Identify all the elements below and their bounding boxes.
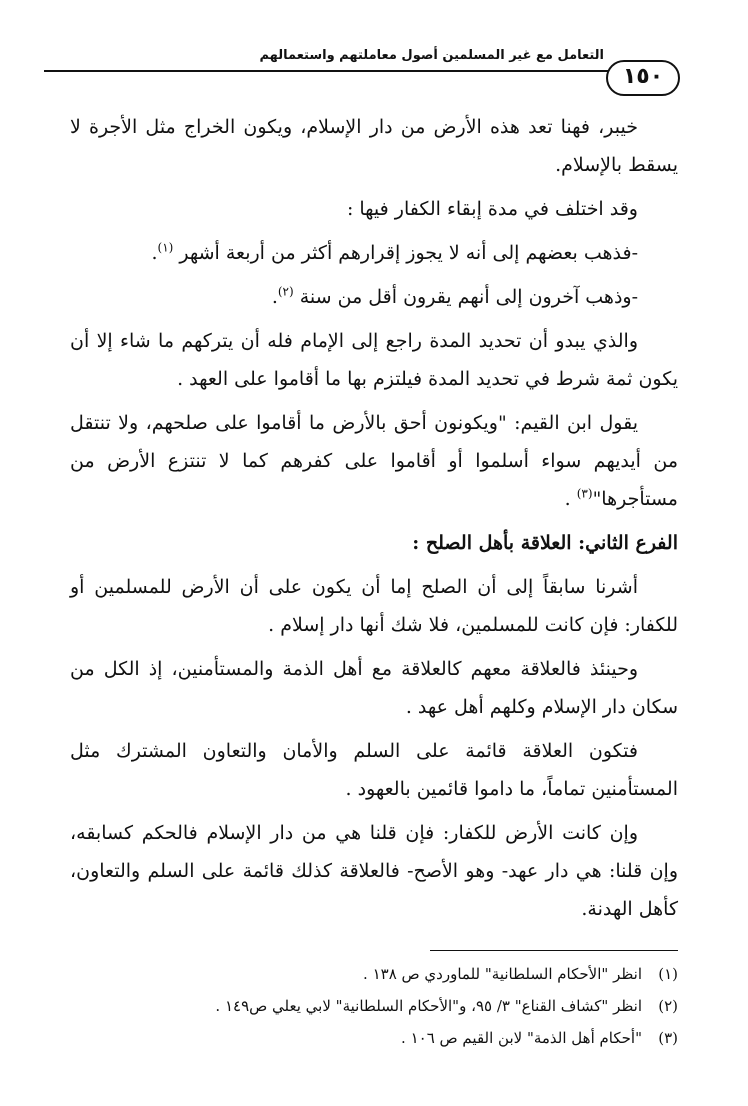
page-number: ١٥٠ xyxy=(606,60,680,96)
paragraph-text: يقول ابن القيم: "ويكونون أحق بالأرض ما أقاموا على صلحهم، ولا تنتقل من أيديهم سواء أسلموا أو أقاموا على كفرهم كما لا تنتزع الأرض من مستأجرها" xyxy=(70,412,678,510)
paragraph xyxy=(70,234,678,272)
footnote-text: انظر "الأحكام السلطانية" للماوردي ص ١٣٨ . xyxy=(363,965,642,983)
running-header xyxy=(44,48,684,102)
paragraph: خيبر، فهنا تعد هذه الأرض من دار الإسلام، ويكون الخراج مثل الأجرة لا يسقط بالإسلام. xyxy=(70,116,678,176)
footnote-number: (٣) xyxy=(658,1029,678,1047)
footnote xyxy=(120,958,678,990)
paragraph: وإن كانت الأرض للكفار: فإن قلنا هي من دار الإسلام فالحكم كسابقه، وإن قلنا: هي دار عهد- وهو الأصح- فالعلاقة كذلك قائمة على السلم والتعاون، كأهل الهدنة. xyxy=(70,822,678,920)
footnotes xyxy=(120,958,678,1054)
paragraph-text: -وذهب آخرون إلى أنهم يقرون أقل من سنة xyxy=(299,286,638,308)
footnote-number: (٢) xyxy=(658,997,678,1015)
paragraph-end: . xyxy=(151,242,158,264)
paragraph-text: -فذهب بعضهم إلى أنه لا يجوز إقرارهم أكثر من أربعة أشهر xyxy=(179,242,638,264)
footnote-text: انظر "كشاف القناع" ٣/ ٩٥، و"الأحكام السلطانية" لابي يعلي ص١٤٩ . xyxy=(215,997,642,1015)
paragraph: وحينئذ فالعلاقة معهم كالعلاقة مع أهل الذمة والمستأمنين، إذ الكل من سكان دار الإسلام وكلهم أهل عهد . xyxy=(70,658,678,718)
paragraph: والذي يبدو أن تحديد المدة راجع إلى الإمام فله أن يتركهم ما شاء إلا أن يكون ثمة شرط في تحديد المدة فيلتزم بها ما أقاموا على العهد . xyxy=(70,330,678,390)
body-text xyxy=(70,108,678,934)
footnote-ref: (٣) xyxy=(576,486,593,501)
footnote-rule xyxy=(430,950,678,951)
footnote-ref: (١) xyxy=(157,240,174,255)
footnote xyxy=(120,990,678,1022)
paragraph: فتكون العلاقة قائمة على السلم والأمان والتعاون المشترك مثل المستأمنين تماماً، ما داموا قائمين بالعهود . xyxy=(70,740,678,800)
paragraph xyxy=(70,404,678,518)
paragraph: وقد اختلف في مدة إبقاء الكفار فيها : xyxy=(346,198,638,220)
footnote-text: "أحكام أهل الذمة" لابن القيم ص ١٠٦ . xyxy=(401,1029,642,1047)
paragraph-end: . xyxy=(564,488,577,510)
paragraph-end: . xyxy=(271,286,278,308)
section-heading: الفرع الثاني: العلاقة بأهل الصلح : xyxy=(412,532,678,554)
paragraph: أشرنا سابقاً إلى أن الصلح إما أن يكون على أن الأرض للمسلمين أو للكفار: فإن كانت للمسلمين، فلا شك أنها دار إسلام . xyxy=(70,576,678,636)
running-header-title: التعامل مع غير المسلمين أصول معاملتهم واستعمالهم xyxy=(259,48,604,63)
footnote xyxy=(120,1022,678,1054)
footnote-ref: (٢) xyxy=(277,284,294,299)
paragraph xyxy=(70,278,678,316)
header-rule xyxy=(44,70,619,72)
footnote-number: (١) xyxy=(658,965,678,983)
